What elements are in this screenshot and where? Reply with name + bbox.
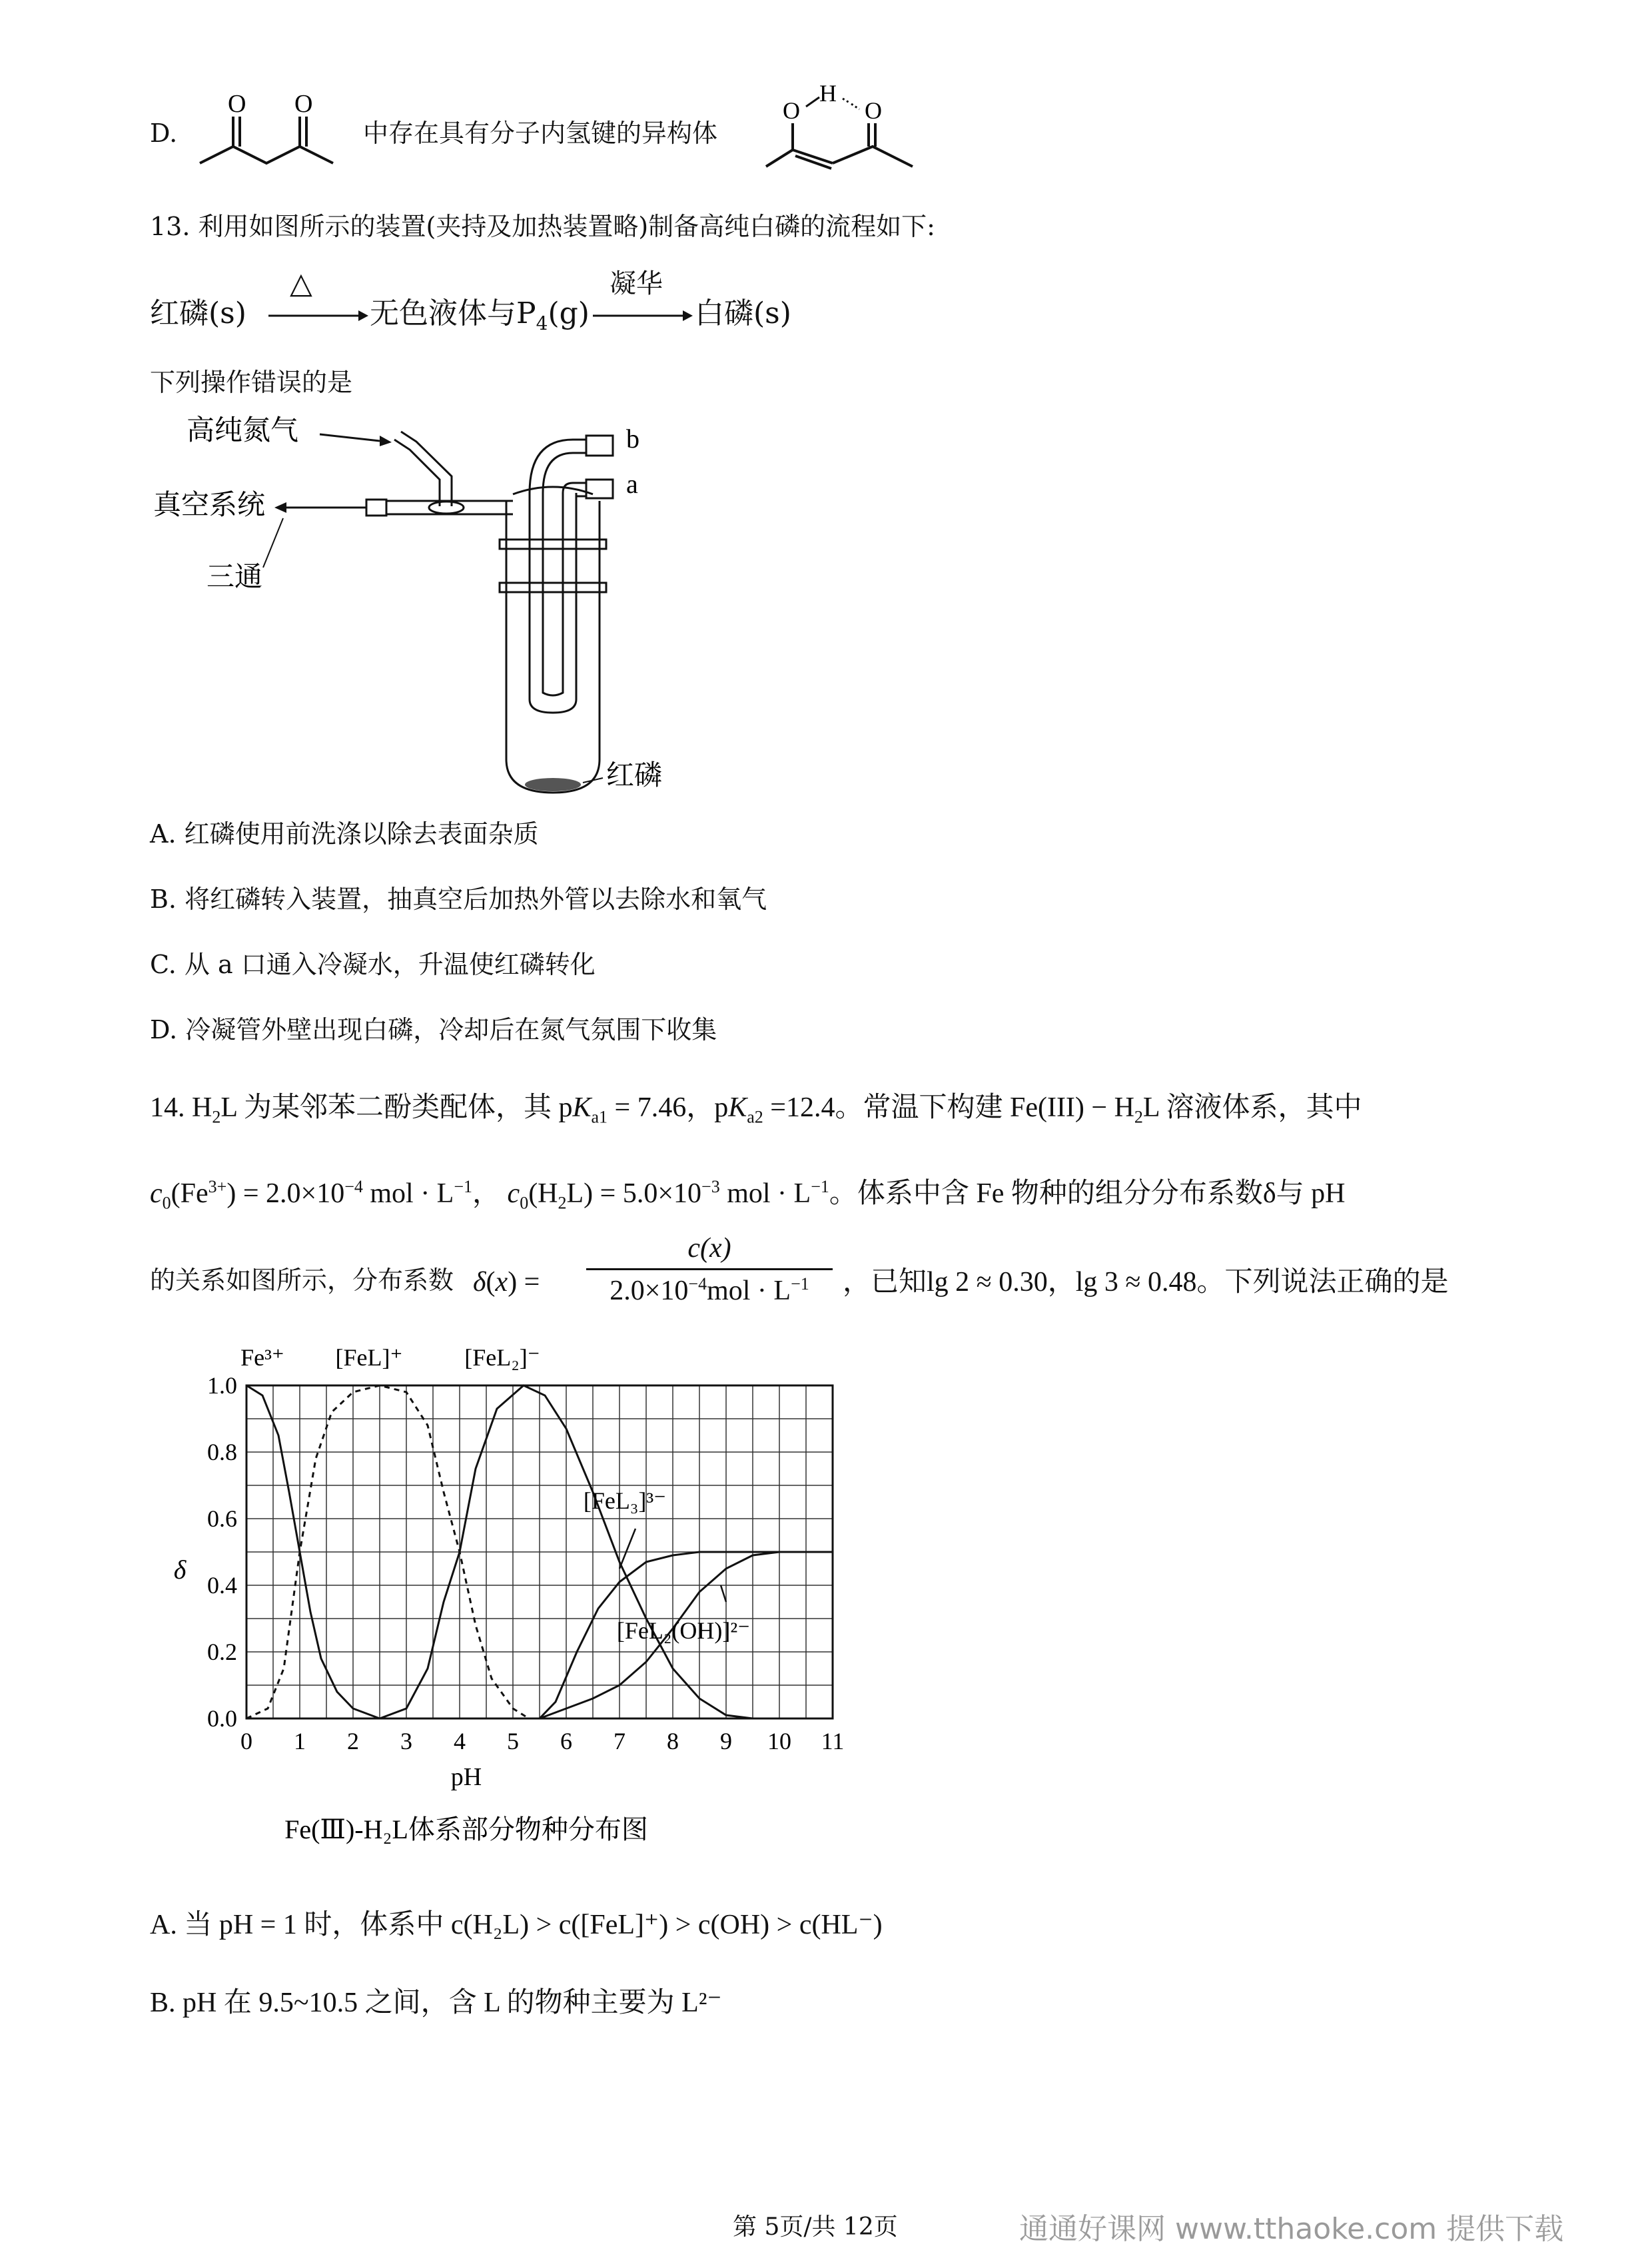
flow-intermediate: 无色液体与$P_4(g)$ [370, 296, 590, 334]
x-tick-label: 5 [507, 1728, 519, 1754]
y-tick-label: 0.0 [207, 1705, 237, 1732]
enol-h: H [819, 80, 837, 107]
y-tick-label: 0.2 [207, 1639, 237, 1665]
page-number: 第 5页/共 12页 [733, 2213, 898, 2241]
x-axis-label: pH [450, 1763, 482, 1791]
q14-option-a: A. 当 pH = 1 时，体系中 c(H₂L) > c([FeL]⁺) > c(OH) > c(HL⁻) [150, 1910, 883, 1940]
svg-text:O: O [294, 93, 313, 118]
series-label: [FeL₃]³⁻ [583, 1487, 667, 1514]
series-label: [FeL₂(OH)]²⁻ [616, 1617, 751, 1644]
label-nitrogen: 高纯氮气 [187, 416, 299, 446]
label-vacuum: 真空系统 [153, 490, 266, 521]
q14-fraction [586, 1232, 833, 1307]
q13-option-c: C. 从 a 口通入冷凝水，升温使红磷转化 [150, 950, 596, 979]
label-valve: 三通 [206, 562, 263, 593]
fraction-numerator: c(x) [687, 1233, 731, 1264]
q12-option-d-letter: D. [150, 119, 178, 148]
x-tick-label: 0 [240, 1728, 252, 1754]
x-tick-label: 10 [767, 1728, 791, 1754]
q14-line3-suffix: ，已知lg 2 ≈ 0.30，lg 3 ≈ 0.48。下列说法正确的是 [843, 1267, 1449, 1298]
enol-o-left: O [783, 97, 800, 124]
y-axis-label: δ [173, 1555, 187, 1585]
enol-structure [753, 73, 926, 187]
x-tick-label: 3 [400, 1728, 412, 1754]
q13-option-a: A. 红磷使用前洗涤以除去表面杂质 [150, 819, 539, 849]
q14-line2: $c_0(Fe^{3+}) = 2.0\times 10^{-4}$ mol · $L^{-1}$， $c_0(H_2L) = 5.0\times 10^{-3}$ mol · $L^{-1}$。体系中含 Fe 物种的组分分布系数δ与 pH [150, 1177, 1346, 1213]
y-tick-label: 0.6 [207, 1505, 237, 1532]
label-port-b: b [626, 424, 639, 454]
x-tick-label: 4 [454, 1728, 466, 1754]
enol-o-right: O [865, 97, 882, 124]
x-tick-label: 11 [821, 1728, 845, 1754]
y-tick-label: 0.4 [207, 1572, 237, 1599]
svg-text:O: O [228, 93, 246, 118]
series-label: Fe³⁺ [240, 1344, 284, 1371]
distribution-chart [147, 1325, 933, 1878]
flow-red-phosphorus: 红磷(s) [150, 296, 246, 330]
y-tick-label: 1.0 [207, 1372, 237, 1399]
q14-line1: 14. $H_2L$ 为某邻苯二酚类配体，其 $pK_{a1} = 7.46$，$pK_{a2} =12.4$。常温下构建 $Fe(III) - H_2L$ 溶液体系，其中 [150, 1092, 1362, 1127]
q13-option-d: D. 冷凝管外壁出现白磷，冷却后在氮气氛围下收集 [150, 1015, 717, 1044]
x-tick-label: 2 [347, 1728, 359, 1754]
flow-heat-symbol: △ [290, 266, 312, 300]
flow-white-phosphorus: 白磷(s) [695, 296, 791, 330]
q14-line3-prefix: 的关系如图所示，分布系数 [150, 1266, 454, 1295]
series-label: [FeL₂]⁻ [464, 1344, 540, 1371]
chart-title: Fe(Ⅲ)-H₂L体系部分物种分布图 [284, 1814, 648, 1844]
q13-stem: 13. 利用如图所示的装置(夹持及加热装置略)制备高纯白磷的流程如下: [150, 212, 935, 241]
y-tick-label: 0.8 [207, 1439, 237, 1465]
q14-delta-symbol: δ(x) = [473, 1267, 540, 1298]
q13-flow [150, 266, 883, 340]
x-tick-label: 9 [720, 1728, 732, 1754]
q14-option-b: B. pH 在 9.5~10.5 之间，含 L 的物种主要为 L²⁻ [150, 1988, 722, 2018]
pointer-fel2oh [721, 1585, 726, 1602]
watermark: 通通好课网 www.tthaoke.com 提供下载 [1019, 2212, 1564, 2246]
q12-option-d-text: 中存在具有分子内氢键的异构体 [363, 119, 718, 148]
x-tick-label: 6 [560, 1728, 572, 1754]
series-label: [FeL]⁺ [335, 1344, 403, 1371]
label-red-phosphorus: 红磷 [606, 761, 663, 791]
x-tick-label: 7 [614, 1728, 625, 1754]
fraction-denominator: $2.0\times 10^{-4}mol \cdot L^{-1}$ [610, 1274, 809, 1306]
label-port-a: a [626, 469, 638, 499]
flow-arrow-1 [268, 308, 368, 324]
q13-option-b: B. 将红磷转入装置，抽真空后加热外管以去除水和氧气 [150, 885, 767, 914]
x-tick-label: 1 [294, 1728, 306, 1754]
x-tick-label: 8 [667, 1728, 679, 1754]
apparatus-diagram [147, 406, 746, 806]
q13-prompt: 下列操作错误的是 [150, 368, 353, 397]
pointer-fel3 [620, 1529, 635, 1569]
diketone-structure [193, 93, 353, 180]
flow-arrow-2 [593, 308, 693, 324]
flow-condense-label: 凝华 [610, 268, 663, 299]
